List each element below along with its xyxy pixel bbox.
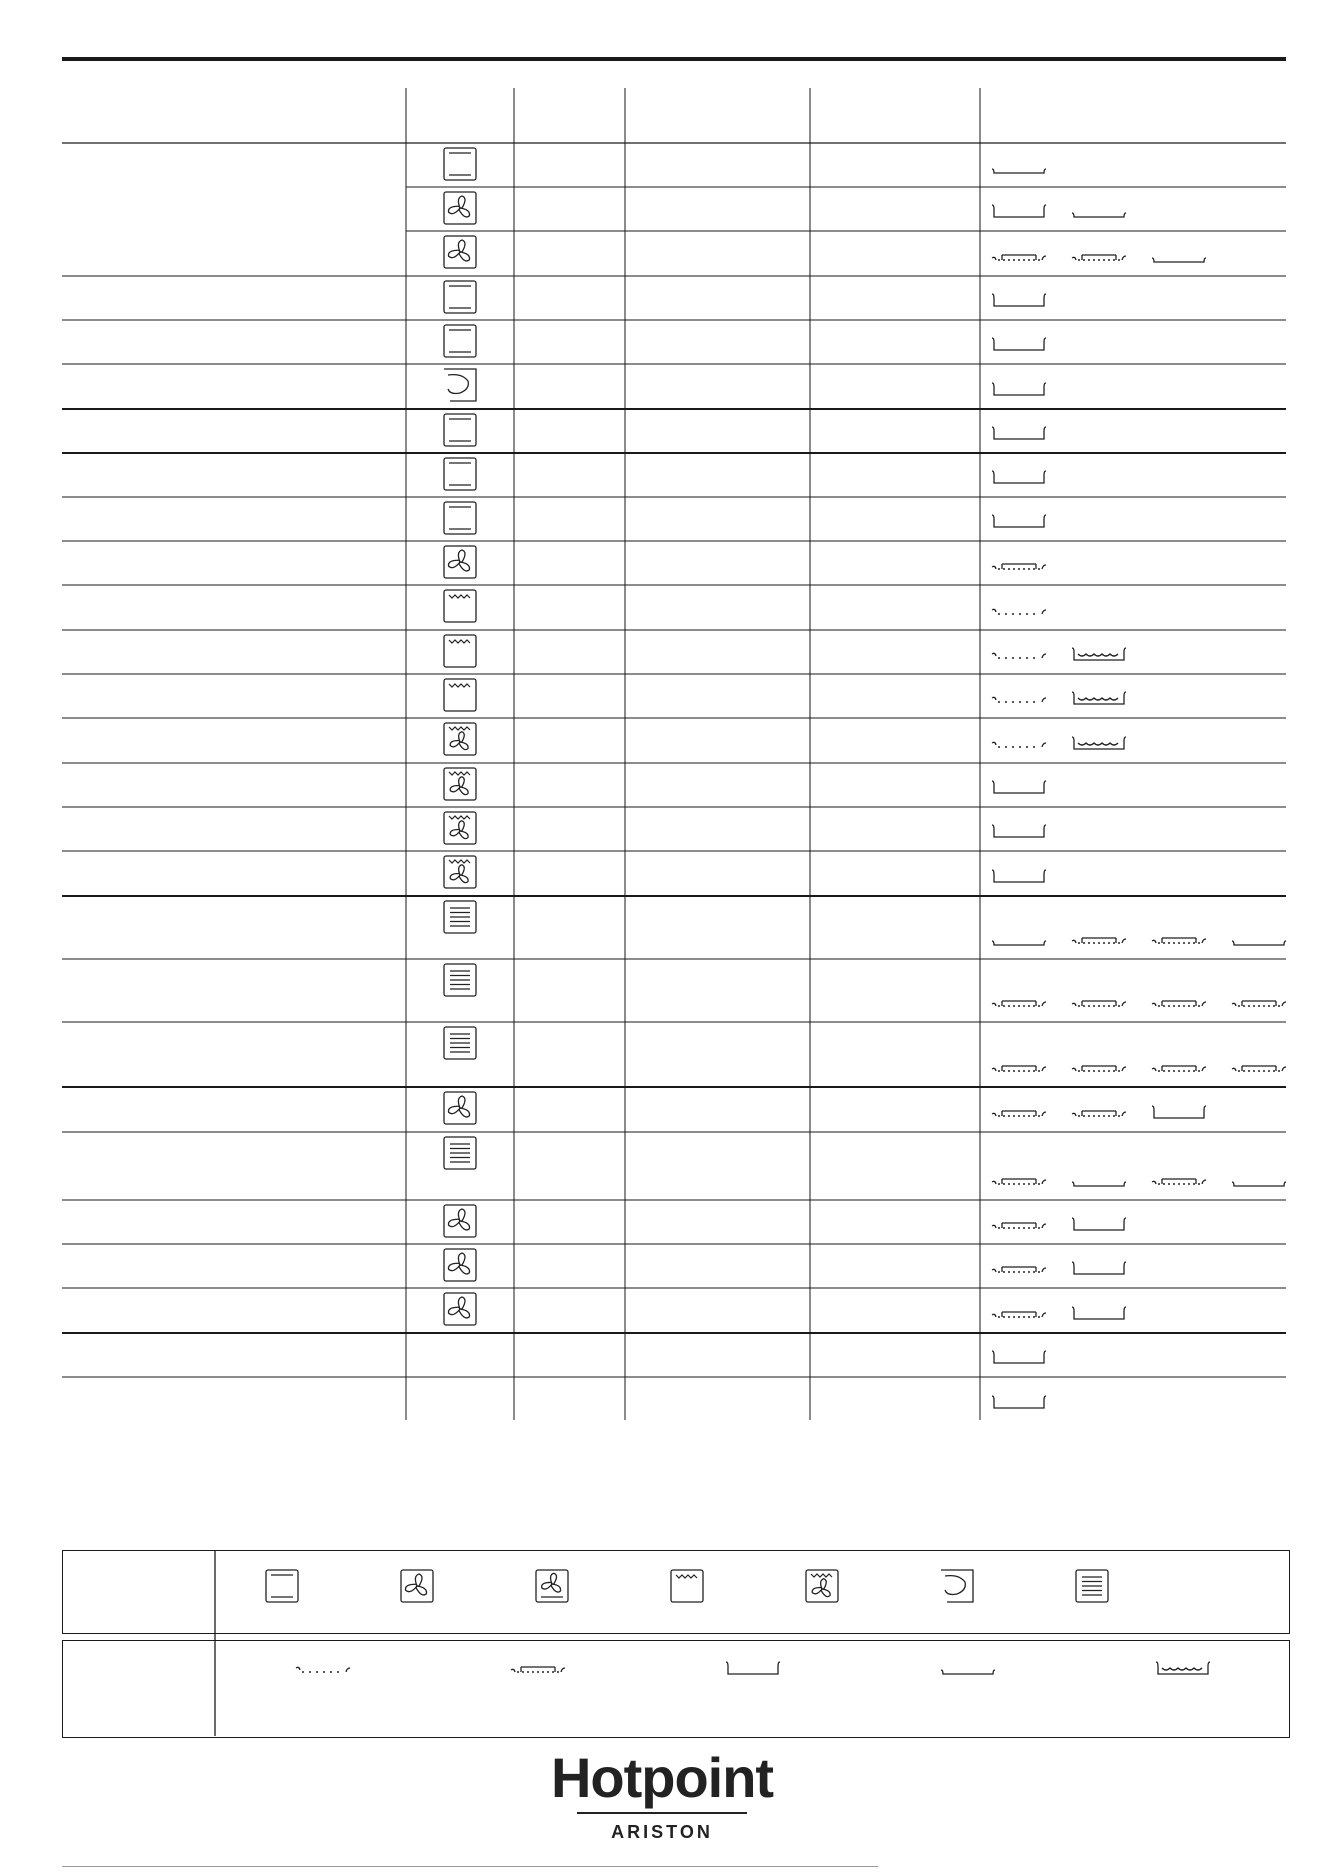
accessory-shallow-icon <box>1152 258 1206 262</box>
table-row <box>444 1205 1126 1237</box>
function-grill-fan-icon <box>444 856 476 888</box>
accessory-shallow-icon <box>1232 941 1286 945</box>
function-grill-icon <box>444 635 476 667</box>
accessory-drip-icon <box>1072 648 1126 660</box>
accessory-rack-tray-icon <box>1072 938 1126 943</box>
table-row <box>444 901 1286 945</box>
table-row <box>444 723 1126 755</box>
table-row <box>444 458 1046 490</box>
function-multi-icon <box>444 1027 476 1059</box>
accessory-rack-tray-icon <box>1152 938 1206 943</box>
accessory-deep-icon <box>1072 1262 1126 1274</box>
accessory-rack-tray-icon <box>1072 1066 1126 1071</box>
brand-subname: ARISTON <box>611 1822 713 1842</box>
accessory-shallow-icon <box>1072 213 1126 217</box>
function-fan-icon <box>444 1092 476 1124</box>
table-row <box>444 1249 1126 1281</box>
table-row <box>444 192 1126 224</box>
accessory-rack-tray-icon <box>992 1267 1046 1272</box>
legend-bottom-fan-icon <box>536 1570 568 1602</box>
function-grill-icon <box>444 679 476 711</box>
function-grill-fan-icon <box>444 768 476 800</box>
legend-grill-icon <box>671 1570 703 1602</box>
function-top-bottom-icon <box>444 148 476 180</box>
function-fan-icon <box>444 546 476 578</box>
legend-rack-tray-icon <box>511 1667 565 1672</box>
function-grill-fan-icon <box>444 812 476 844</box>
table-row <box>444 546 1046 578</box>
function-special-icon <box>444 369 476 401</box>
table-row <box>444 1293 1126 1325</box>
accessory-deep-icon <box>1152 1106 1206 1118</box>
accessory-deep-icon <box>992 205 1046 217</box>
accessory-rack-tray-icon <box>1072 255 1126 260</box>
brand-logo <box>0 1748 1324 1843</box>
accessory-rack-tray-icon <box>992 1312 1046 1317</box>
legend-special-icon <box>941 1570 973 1602</box>
function-grill-fan-icon <box>444 723 476 755</box>
accessory-rack-icon <box>992 609 1046 614</box>
legend-deep-icon <box>726 1662 780 1674</box>
accessory-rack-tray-icon <box>992 255 1046 260</box>
table-row <box>444 679 1126 711</box>
table-row <box>444 635 1126 667</box>
table-row <box>444 1092 1206 1124</box>
function-fan-icon <box>444 192 476 224</box>
function-fan-icon <box>444 1249 476 1281</box>
accessory-deep-icon <box>992 1396 1046 1408</box>
accessory-rack-icon <box>992 653 1046 658</box>
footer-rule <box>62 1866 878 1867</box>
function-fan-icon <box>444 236 476 268</box>
accessory-shallow-icon <box>992 169 1046 173</box>
table-row <box>444 1137 1286 1186</box>
accessory-rack-icon <box>992 742 1046 747</box>
function-multi-icon <box>444 964 476 996</box>
table-row <box>444 281 1046 313</box>
accessory-shallow-icon <box>1232 1182 1286 1186</box>
accessory-deep-icon <box>992 515 1046 527</box>
brand-name: Hotpoint <box>550 1746 774 1809</box>
accessory-deep-icon <box>992 471 1046 483</box>
accessory-rack-tray-icon <box>992 1066 1046 1071</box>
accessory-rack-tray-icon <box>992 1223 1046 1228</box>
function-grill-icon <box>444 590 476 622</box>
accessory-rack-tray-icon <box>992 1179 1046 1184</box>
table-row <box>444 768 1046 800</box>
accessory-rack-tray-icon <box>1152 1001 1206 1006</box>
function-multi-icon <box>444 1137 476 1169</box>
accessory-drip-icon <box>1072 692 1126 704</box>
function-top-bottom-icon <box>444 325 476 357</box>
legend-rack-icon <box>296 1667 350 1672</box>
accessory-deep-icon <box>1072 1218 1126 1230</box>
table-row <box>444 325 1046 357</box>
table-row <box>992 1351 1046 1363</box>
accessory-rack-tray-icon <box>1232 1001 1286 1006</box>
accessory-deep-icon <box>992 383 1046 395</box>
function-top-bottom-icon <box>444 414 476 446</box>
accessory-shallow-icon <box>1072 1182 1126 1186</box>
accessory-rack-tray-icon <box>1232 1066 1286 1071</box>
table-row <box>444 590 1046 622</box>
accessory-deep-icon <box>992 338 1046 350</box>
accessory-rack-tray-icon <box>992 564 1046 569</box>
function-multi-icon <box>444 901 476 933</box>
legend-grill-fan-icon <box>806 1570 838 1602</box>
accessory-deep-icon <box>1072 1307 1126 1319</box>
legend-shallow-icon <box>941 1670 995 1674</box>
table-row <box>992 1396 1046 1408</box>
table-row <box>444 369 1046 401</box>
accessory-deep-icon <box>992 825 1046 837</box>
accessory-rack-tray-icon <box>1072 1001 1126 1006</box>
accessory-rack-icon <box>992 697 1046 702</box>
legend-drip-icon <box>1156 1662 1210 1674</box>
accessory-shallow-icon <box>992 941 1046 945</box>
accessory-rack-tray-icon <box>992 1001 1046 1006</box>
legend-top-bottom-icon <box>266 1570 298 1602</box>
table-row <box>444 148 1046 180</box>
accessory-deep-icon <box>992 1351 1046 1363</box>
accessory-rack-tray-icon <box>1152 1179 1206 1184</box>
brand-rule <box>577 1812 747 1814</box>
accessory-drip-icon <box>1072 737 1126 749</box>
function-fan-icon <box>444 1205 476 1237</box>
function-top-bottom-icon <box>444 502 476 534</box>
function-fan-icon <box>444 1293 476 1325</box>
function-top-bottom-icon <box>444 458 476 490</box>
function-top-bottom-icon <box>444 281 476 313</box>
accessory-deep-icon <box>992 781 1046 793</box>
table-row <box>444 812 1046 844</box>
legend-multi-icon <box>1076 1570 1108 1602</box>
accessory-rack-tray-icon <box>1152 1066 1206 1071</box>
legend <box>0 1540 1324 1740</box>
table-row <box>444 1027 1286 1071</box>
table-row <box>444 856 1046 888</box>
table-row <box>444 414 1046 446</box>
accessory-rack-tray-icon <box>992 1111 1046 1116</box>
accessory-deep-icon <box>992 870 1046 882</box>
accessory-deep-icon <box>992 427 1046 439</box>
table-row <box>444 964 1286 1006</box>
table-row <box>444 236 1206 268</box>
legend-fan-icon <box>401 1570 433 1602</box>
table-row <box>444 502 1046 534</box>
accessory-rack-tray-icon <box>1072 1111 1126 1116</box>
accessory-deep-icon <box>992 294 1046 306</box>
